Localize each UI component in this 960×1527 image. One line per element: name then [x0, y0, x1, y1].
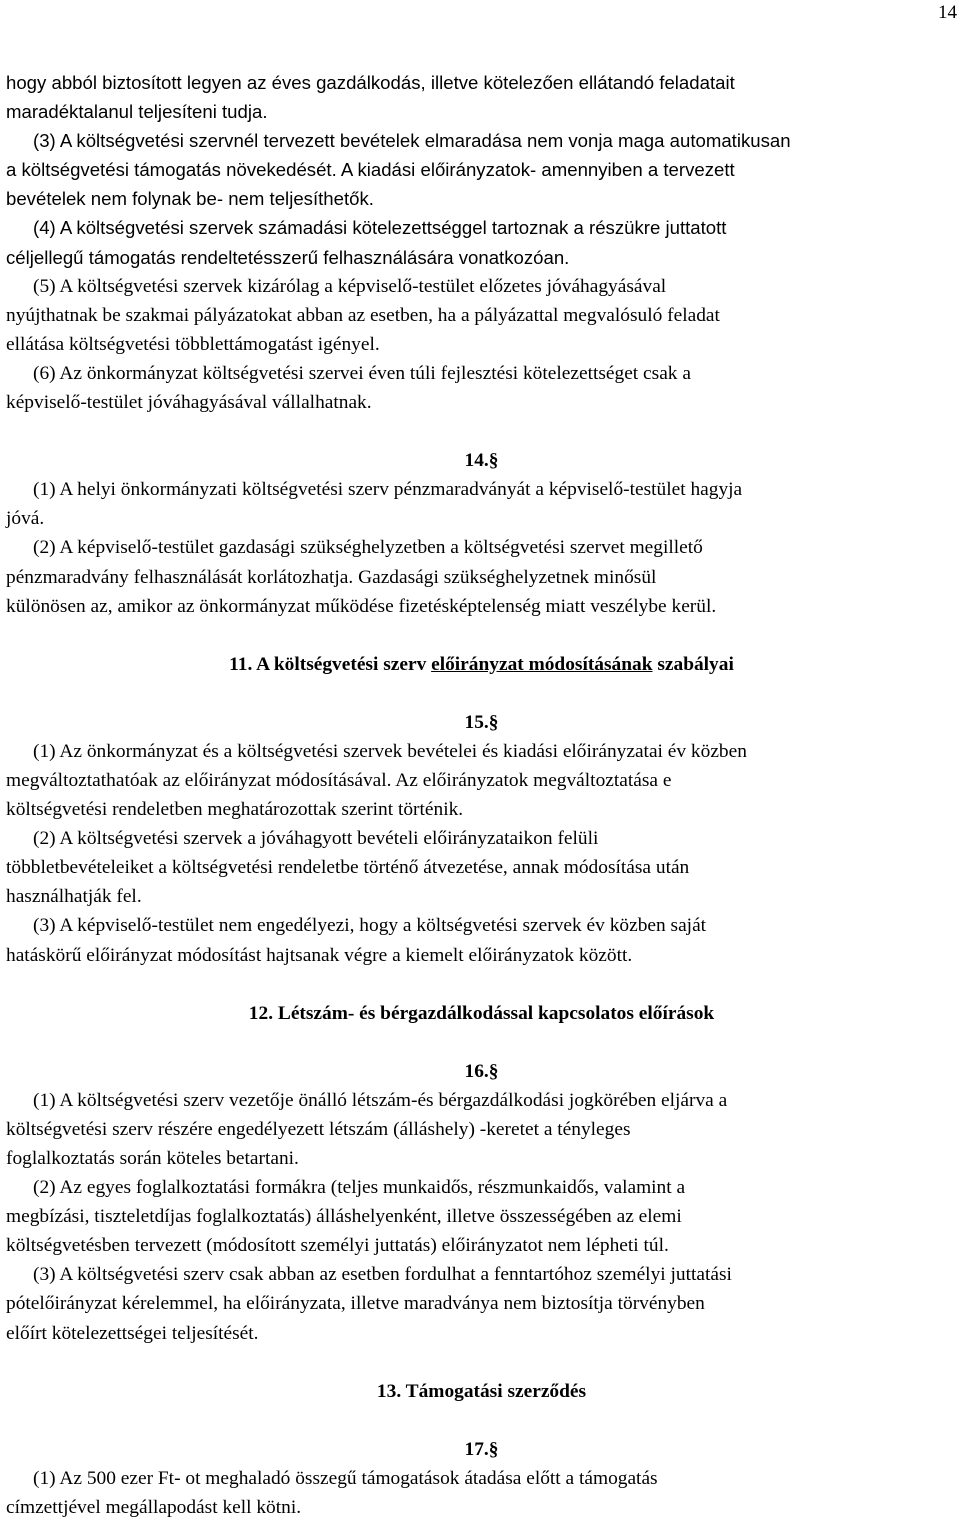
text-line: (3) A képviselő-testület nem engedélyezi, hogy a költségvetési szervek év közben saját [33, 915, 707, 937]
text-line: hogy abból biztosított legyen az éves gazdálkodás, illetve kötelezően ellátandó feladatait [6, 72, 735, 93]
text-line: megbízási, tiszteletdíjas foglalkoztatás) álláshelyenként, illetve összességében az elemi [6, 1206, 682, 1228]
text-line: költségvetésben tervezett (módosított személyi juttatás) előirányzatot nem lépheti túl. [6, 1235, 669, 1257]
section-14-body [6, 475, 957, 620]
text-line: (2) A képviselő-testület gazdasági szükséghelyzetben a költségvetési szervet megillető [33, 537, 703, 559]
section-15-body [6, 737, 957, 970]
text-line: a költségvetési támogatás növekedését. A kiadási előirányzatok- amennyiben a tervezett [6, 159, 735, 181]
text-line: többletbevételeiket a költségvetési rendeletbe történő átvezetése, annak módosítása után [6, 857, 690, 879]
text-line: hatáskörű előirányzat módosítást hajtsanak végre a kiemelt előirányzatok között. [6, 944, 633, 966]
text-line: foglalkoztatás során köteles betartani. [6, 1148, 299, 1169]
text-line: (2) Az egyes foglalkoztatási formákra (teljes munkaidős, részmunkaidős, valamint a [33, 1177, 686, 1199]
text-line: (1) A helyi önkormányzati költségvetési szerv pénzmaradványát a képviselő-testület hagyja [33, 479, 743, 501]
text-line: (2) A költségvetési szervek a jóváhagyott bevételi előirányzataikon felüli [33, 828, 599, 850]
section-16-body [6, 1086, 957, 1348]
text-line: (3) A költségvetési szerv csak abban az esetben fordulhat a fenntartóhoz személyi juttatási [33, 1264, 732, 1286]
text-line: pótelőirányzat kérelemmel, ha előirányzata, illetve maradványa nem biztosítja törvényben [6, 1293, 705, 1315]
text-line: költségvetési rendeletben meghatározottak szerint történik. [6, 799, 464, 821]
chapter-12-heading: 12. Létszám- és bérgazdálkodással kapcsolatos előírások [248, 1002, 715, 1024]
text-line: (1) Az önkormányzat és a költségvetési szervek bevételei és kiadási előirányzatai év közben [33, 740, 747, 762]
document-body [6, 68, 957, 1522]
text-line: címzettjével megállapodást kell kötni. [6, 1496, 302, 1518]
intro-paragraphs-serif [6, 272, 957, 417]
text-line: (4) A költségvetési szervek számadási kötelezettséggel tartoznak a részükre juttatott [33, 217, 727, 239]
section-15-title: 15.§ [464, 711, 499, 733]
text-line: (1) Az 500 ezer Ft- ot meghaladó összegű támogatások átadása előtt a támogatás [33, 1467, 658, 1489]
section-16-title: 16.§ [464, 1060, 499, 1082]
intro-paragraphs-sans [6, 68, 957, 272]
text-line: megváltoztathatóak az előirányzat módosításával. Az előirányzatok megváltoztatása e [6, 769, 672, 791]
text-line: költségvetési szerv részére engedélyezett létszám (álláshely) -keretet a tényleges [6, 1118, 631, 1140]
text-line: bevételek nem folynak be- nem teljesíthetők. [6, 188, 374, 210]
page-number: 14 [938, 2, 957, 23]
text-line: ellátása költségvetési többlettámogatást igényel. [6, 333, 380, 355]
section-17-body [6, 1464, 957, 1522]
text-line: pénzmaradvány felhasználását korlátozhatja. Gazdasági szükséghelyzetnek minősül [6, 566, 657, 588]
section-14-title: 14.§ [464, 450, 499, 472]
text-line: használhatják fel. [6, 886, 142, 908]
text-line: képviselő-testület jóváhagyásával vállalhatnak. [6, 392, 372, 414]
text-line: nyújthatnak be szakmai pályázatokat abban az esetben, ha a pályázattal megvalósuló feladat [6, 304, 720, 326]
text-line: maradéktalanul teljesíteni tudja. [6, 101, 268, 123]
text-line: (3) A költségvetési szervnél tervezett bevételek elmaradása nem vonja maga automatikusan [33, 130, 791, 152]
text-line: céljellegű támogatás rendeltetésszerű felhasználására vonatkozóan. [6, 246, 570, 268]
text-line: (1) A költségvetési szerv vezetője önálló létszám-és bérgazdálkodási jogkörében eljárva a [33, 1089, 728, 1111]
chapter-11-heading: 11. A költségvetési szerv előirányzat módosításának szabályai [229, 653, 734, 675]
text-line: jóvá. [6, 508, 45, 530]
text-line: (6) Az önkormányzat költségvetési szervei éven túli fejlesztési kötelezettséget csak a [33, 362, 691, 384]
section-17-title: 17.§ [464, 1438, 499, 1460]
text-line: előírt kötelezettségei teljesítését. [6, 1322, 259, 1344]
text-line: különösen az, amikor az önkormányzat működése fizetésképtelenség miatt veszélybe kerül. [6, 595, 717, 617]
chapter-13-heading: 13. Támogatási szerződés [376, 1380, 587, 1402]
text-line: (5) A költségvetési szervek kizárólag a képviselő-testület előzetes jóváhagyásával [33, 275, 667, 297]
